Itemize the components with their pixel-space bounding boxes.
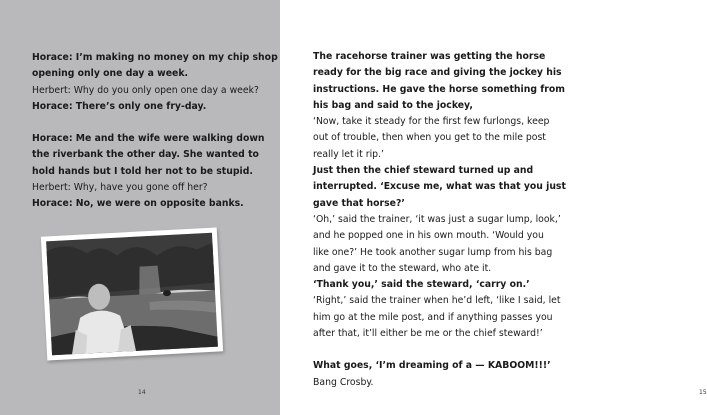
right-text-line: ‘Now, take it steady for the first few furlongs, keep xyxy=(313,116,550,128)
left-text-line: Herbert: Why, have you gone off her? xyxy=(32,182,208,194)
right-text-line: ready for the big race and giving the jockey his xyxy=(313,67,562,79)
right-text-line: gave that horse?’ xyxy=(313,197,405,209)
left-text-line: hold hands but I told her not to be stupid. xyxy=(32,165,253,177)
left-text-line: opening only one day a week. xyxy=(32,68,189,80)
photo-man-in-boat xyxy=(41,227,223,360)
right-text-line: Just then the chief steward turned up and xyxy=(313,165,534,177)
right-text-line: really let it rip.’ xyxy=(313,148,384,160)
right-text-line: instructions. He gave the horse something from xyxy=(313,83,565,95)
photo-image xyxy=(46,233,218,356)
page-number-left: 14 xyxy=(138,389,146,396)
right-text-line: The racehorse trainer was getting the horse xyxy=(313,51,546,62)
right-text-line: ‘Thank you,’ said the steward, ‘carry on.’ xyxy=(313,279,530,291)
left-text-line: Horace: There’s only one fry-day. xyxy=(32,100,207,112)
right-text-line: ‘Right,’ said the trainer when he’d left, ‘like I said, let xyxy=(313,295,561,307)
right-text-line: his bag and said to the jockey, xyxy=(313,99,473,111)
right-text-line: What goes, ‘I’m dreaming of a — KABOOM!!!’ xyxy=(313,360,551,372)
page-number-right: 15 xyxy=(699,389,707,396)
right-page-text xyxy=(313,49,566,391)
left-text-line: Horace: I’m making no money on my chip shop xyxy=(32,52,278,63)
right-text-line: interrupted. ‘Excuse me, what was that you just xyxy=(313,181,566,193)
right-text-line: Bang Crosby. xyxy=(313,376,374,388)
left-page xyxy=(0,0,280,415)
right-text-line: and gave it to the steward, who ate it. xyxy=(313,262,492,274)
left-text-line: Herbert: Why do you only open one day a week? xyxy=(32,84,259,96)
left-text-line: the riverbank the other day. She wanted to xyxy=(32,149,259,161)
right-text-line: ‘Oh,’ said the trainer, ‘it was just a sugar lump, look,’ xyxy=(313,213,561,225)
left-text-line: Horace: No, we were on opposite banks. xyxy=(32,198,244,210)
left-text-line: Horace: Me and the wife were walking down xyxy=(32,133,265,145)
right-text-line: like one?’ He took another sugar lump from his bag xyxy=(313,246,553,258)
right-text-line: and he popped one in his own mouth. ‘Would you xyxy=(313,230,544,242)
right-text-line: out of trouble, then when you get to the mile post xyxy=(313,132,546,144)
left-paragraph-gap xyxy=(32,115,268,131)
right-text-line: him go at the mile post, and if anything passes you xyxy=(313,311,553,323)
left-page-text xyxy=(32,50,278,213)
right-paragraph-gap xyxy=(313,342,545,358)
right-text-line: after that, it’ll either be me or the chief steward!’ xyxy=(313,328,543,340)
